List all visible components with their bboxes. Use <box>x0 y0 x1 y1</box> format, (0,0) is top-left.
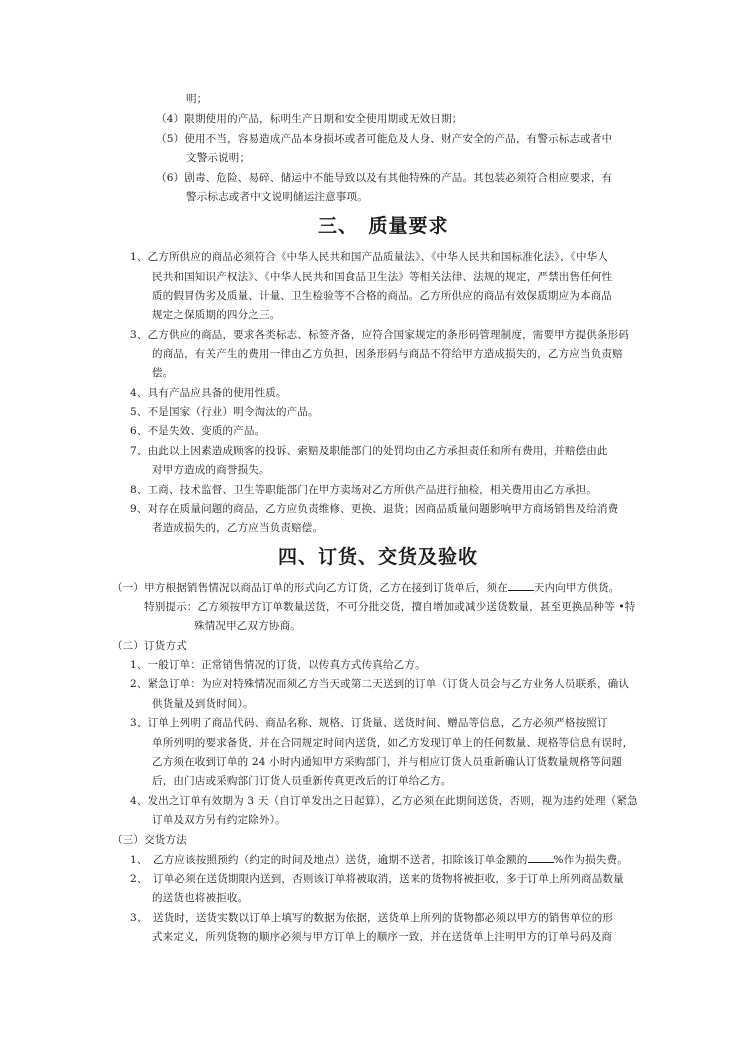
list-item: 2、 订单必须在送货期限内送到，否则该订单将被取消，送来的货物将被拒收，多于订单上所列商品数量 <box>130 873 624 885</box>
text-line: 的商品，有关产生的费用一律由乙方负担，因条形码与商品不符给甲方造成损失的，乙方应当负责赔 <box>152 348 623 360</box>
text-line: 后，由门店或采购部门订货人员重新传真更改后的订单给乙方。 <box>152 775 452 787</box>
list-item: 3、订单上列明了商品代码、商品名称、规格、订货量、送货时间、赠品等信息，乙方必须严格按照订 <box>130 717 608 729</box>
subsection-heading: （三）交货方法 <box>112 834 187 846</box>
list-item: 3、乙方供应的商品，要求各类标志、标签齐备，应符合国家规定的条形码管理制度，需要甲方提供条形码 <box>130 329 630 341</box>
subsection-heading: （二）订货方式 <box>112 640 187 652</box>
text-line: 式来定义，所列货物的顺序必须与甲方订单上的顺序一致，并在送货单上注明甲方的订单号码及商 <box>152 931 613 943</box>
list-item: 1、一般订单：正常销售情况的订货，以传真方式传真给乙方。 <box>130 659 426 671</box>
list-item: 1、乙方所供应的商品必须符合《中华人民共和国产品质量法》、《中华人民共和国标准化法》、《中华人 <box>130 251 609 263</box>
text-line: 订单及双方另有约定除外）。 <box>152 814 286 826</box>
text-line: 乙方须在收到订单的 24 小时内通知甲方采购部门，并与相应订货人员重新确认订货数量规格等问题 <box>152 756 623 768</box>
text-line: 者造成损失的，乙方应当负责赔偿。 <box>152 522 324 534</box>
text-line: 质的假冒伪劣及质量、计量、卫生检验等不合格的商品。乙方所供应的商品有效保质期应为本商品 <box>152 290 613 302</box>
text-line: 单所列明的要求备货，并在合同规定时间内送货，如乙方发现订单上的任何数量、规格等信息有误时， <box>152 737 634 749</box>
list-item: 7、由此以上因素造成顾客的投诉、索赔及职能部门的处罚均由乙方承担责任和所有费用，并赔偿由此 <box>130 445 608 457</box>
list-item: 8、工商、技术监督、卫生等职能部门在甲方卖场对乙方所供产品进行抽检，相关费用由乙方承担。 <box>130 484 597 496</box>
list-item: 2、紧急订单：为应对特殊情况而须乙方当天或第二天送到的订单（订货人员会与乙方业务人员联系，确认 <box>130 678 630 690</box>
list-item: （6）剧毒、危险、易碎、储运中不能导致以及有其他特殊的产品。其包装必须符合相应要求，有 <box>156 172 613 184</box>
text-segment: （一）甲方根据销售情况以商品订单的形式向乙方订货，乙方在接到订货单后，须在 <box>112 582 508 594</box>
text-line: 的送货也将被拒收。 <box>152 892 249 904</box>
text-segment: %作为损失费。 <box>553 854 628 866</box>
text-line: 供货量及到货时间）。 <box>152 698 254 710</box>
fill-in-blank <box>528 852 554 863</box>
list-item: 4、具有产品应具备的使用性质。 <box>130 387 287 399</box>
text-line: 对甲方造成的商誉损失。 <box>152 464 270 476</box>
paragraph-line <box>112 580 620 595</box>
list-item: （5）使用不当，容易造成产品本身损坏或者可能危及人身、财产安全的产品，有警示标志或者中 <box>156 133 613 145</box>
text-segment: 天内向甲方供货。 <box>533 582 620 594</box>
text-line: 明； <box>186 93 208 105</box>
text-line: 特别提示：乙方须按甲方订单数量送货，不可分批交货，擅自增加或减少送货数量，甚至更换品种等 •特 <box>144 601 636 613</box>
text-line: 文警示说明； <box>186 152 251 164</box>
section-title: 三、 质量要求 <box>318 215 449 237</box>
list-item: 3、 送货时，送货实数以订单上填写的数据为依据，送货单上所列的货物都必须以甲方的销售单位的形 <box>130 912 614 924</box>
text-segment: 1、 乙方应该按照预约（约定的时间及地点）送货，逾期不送者，扣除该订单金额的 <box>130 854 528 866</box>
text-line: 偿。 <box>152 367 174 379</box>
text-line: 民共和国知识产权法》、《中华人民共和国食品卫生法》等相关法律、法规的规定，严禁出售任何性 <box>152 271 613 283</box>
text-line: 警示标志或者中文说明储运注意事项。 <box>186 191 368 203</box>
section-title: 四、订货、交货及验收 <box>278 546 479 568</box>
text-line: 殊情况甲乙双方协商。 <box>194 620 301 632</box>
text-line: 规定之保质期的四分之三。 <box>152 309 281 321</box>
fill-in-blank <box>508 580 534 591</box>
list-item: 5、不是国家（行业）明令淘汰的产品。 <box>130 406 319 418</box>
list-item <box>130 852 628 867</box>
list-item: 4、发出之订单有效期为 3 天（自订单发出之日起算），乙方必须在此期间送货，否则，视为违约处理（紧急 <box>130 795 638 807</box>
list-item: 9、对存在质量问题的商品，乙方应负责维修、更换、退货；因商品质量问题影响甲方商场销售及给消费 <box>130 503 619 515</box>
list-item: （4）限期使用的产品，标明生产日期和安全使用期或无效日期； <box>156 113 463 125</box>
list-item: 6、不是失效、变质的产品。 <box>130 425 266 437</box>
